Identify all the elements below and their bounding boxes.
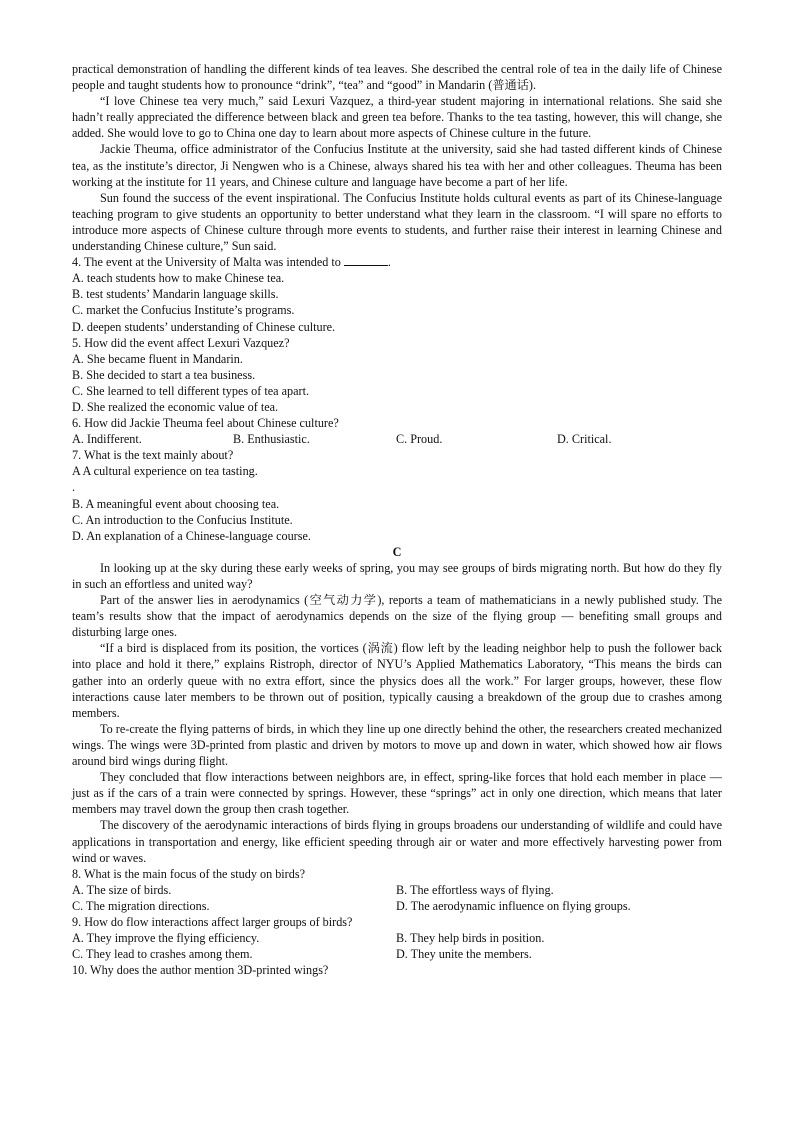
question-4	[72, 254, 722, 270]
passage-c-paragraph-1: In looking up at the sky during these early weeks of spring, you may see groups of birds migrating north. But how do they fly in such an effortless and united way?	[72, 560, 722, 591]
question-5-option-a: A. She became fluent in Mandarin.	[72, 351, 243, 366]
passage-b-paragraph-2: Jackie Theuma, office administrator of the Confucius Institute at the university, said she had tasted different kinds of Chinese tea, as the institute’s director, Ji Nengwen who is a Chinese, always shared his tea with her and other colleagues. Theuma has been working at the institute for 11 years, and Chinese culture and language have become a part of her life.	[72, 142, 722, 189]
question-9: 9. How do flow interactions affect larger groups of birds?	[72, 914, 353, 929]
question-8-option-b: B. The effortless ways of flying.	[396, 882, 554, 897]
question-5-option-b: B. She decided to start a tea business.	[72, 367, 256, 382]
question-7-option-a: A A cultural experience on tea tasting.	[72, 464, 258, 479]
question-6-option-a: A. Indifferent.	[72, 432, 142, 447]
question-8-option-a: A. The size of birds.	[72, 882, 172, 897]
question-8-options-row-2	[72, 898, 722, 914]
question-10: 10. Why does the author mention 3D-printed wings?	[72, 963, 329, 978]
passage-c-paragraph-6: The discovery of the aerodynamic interactions of birds flying in groups broadens our understanding of wildlife and could have applications in transportation and energy, like efficient speeding through air or water and more effectively harvesting power from wind or waves.	[72, 818, 722, 865]
question-8-option-c: C. The migration directions.	[72, 898, 210, 913]
question-7: 7. What is the text mainly about?	[72, 448, 234, 463]
passage-b-paragraph-3: Sun found the success of the event inspirational. The Confucius Institute holds cultural events as part of its Chinese-language teaching program to give students an opportunity to better understand what they learn in the classroom. “I will spare no efforts to introduce more aspects of Chinese culture through more events to students, and further raise their interest in learning Chinese and understanding Chinese culture,” Sun said.	[72, 190, 722, 254]
question-5-option-d: D. She realized the economic value of tea.	[72, 399, 279, 414]
question-6-option-d: D. Critical.	[557, 432, 612, 447]
question-4-option-b: B. test students’ Mandarin language skills.	[72, 287, 279, 302]
question-7-option-d: D. An explanation of a Chinese-language course.	[72, 528, 311, 543]
question-8-option-d: D. The aerodynamic influence on flying groups.	[396, 898, 631, 913]
question-9-options-row-2	[72, 946, 722, 962]
question-4-option-a: A. teach students how to make Chinese tea.	[72, 271, 285, 286]
question-6-options	[72, 431, 722, 447]
question-7-option-c: C. An introduction to the Confucius Institute.	[72, 512, 293, 527]
question-8: 8. What is the main focus of the study on birds?	[72, 866, 305, 881]
question-5-option-c: C. She learned to tell different types of tea apart.	[72, 383, 310, 398]
question-6: 6. How did Jackie Theuma feel about Chinese culture?	[72, 416, 339, 431]
answer-blank	[344, 254, 388, 266]
question-4-stem: 4. The event at the University of Malta was intended to	[72, 255, 341, 270]
question-8-options-row-1	[72, 882, 722, 898]
passage-c-paragraph-4: To re-create the flying patterns of birds, in which they line up one directly behind the other, the researchers created mechanized wings. The wings were 3D-printed from plastic and driven by motors to move up and down in water, which showed how air flows around bird wings during flight.	[72, 721, 722, 769]
question-5: 5. How did the event affect Lexuri Vazquez?	[72, 335, 290, 350]
question-9-option-c: C. They lead to crashes among them.	[72, 947, 253, 962]
question-6-option-c: C. Proud.	[396, 432, 443, 447]
passage-c-paragraph-2: Part of the answer lies in aerodynamics (空气动力学), reports a team of mathematicians in a newly published study. The team’s results show that the impact of aerodynamics depends on the size of the flying group — benefiting small groups and disturbing large ones.	[72, 593, 722, 640]
question-4-option-c: C. market the Confucius Institute’s programs.	[72, 303, 295, 318]
passage-c-paragraph-5: They concluded that flow interactions between neighbors are, in effect, spring-like forces that hold each member in place — just as if the cars of a train were connected by springs. However, these “springs” act in only one direction, which means that later members may travel down the group then crash together.	[72, 770, 722, 817]
section-c-heading: C	[392, 544, 402, 559]
question-9-option-b: B. They help birds in position.	[396, 931, 545, 946]
passage-c-paragraph-3: “If a bird is displaced from its position, the vortices (涡流) flow left by the leading neighbor help to push the follower back into place and hold it there,” explains Ristroph, director of NYU’s Applied Mathematics Laboratory, “This means the birds can gather into an orderly queue with no extra effort, since the physics does all the work.” For larger groups, however, these flow interactions cause later members to be thrown out of position, typically causing a breakdown of the group due to crashes among members.	[72, 641, 722, 720]
question-9-options-row-1	[72, 930, 722, 946]
question-7-option-b: B. A meaningful event about choosing tea.	[72, 496, 280, 511]
question-6-option-b: B. Enthusiastic.	[233, 432, 310, 447]
passage-b-paragraph-1: “I love Chinese tea very much,” said Lexuri Vazquez, a third-year student majoring in international relations. She said she hadn’t really appreciated the difference between black and green tea before. Thanks to the tea tasting, however, this will change, she added. She would love to go to China one day to learn about more aspects of Chinese culture in the future.	[72, 94, 722, 141]
question-4-option-d: D. deepen students’ understanding of Chinese culture.	[72, 319, 336, 334]
question-9-option-a: A. They improve the flying efficiency.	[72, 931, 260, 946]
question-4-end: .	[387, 255, 391, 270]
stray-dot: .	[72, 480, 76, 495]
passage-b-paragraph-0: practical demonstration of handling the different kinds of tea leaves. She described the central role of tea in the daily life of Chinese people and taught students how to pronounce “drink”, “tea” and “good” in Mandarin (普通话).	[72, 62, 722, 93]
question-9-option-d: D. They unite the members.	[396, 947, 532, 962]
